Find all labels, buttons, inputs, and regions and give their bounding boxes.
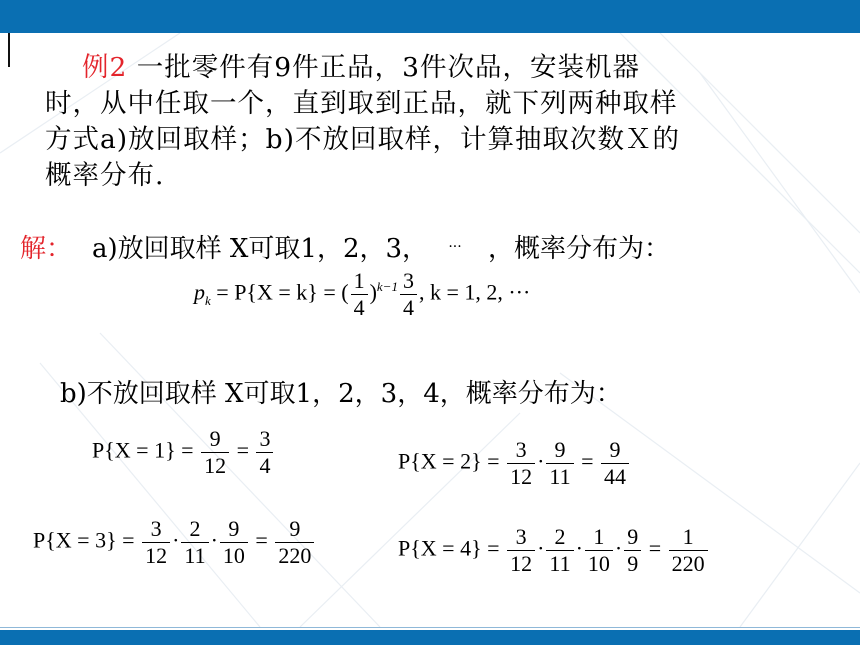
frac-den: 4	[351, 294, 368, 321]
p3-frac-4	[275, 516, 314, 569]
p4-frac-3	[585, 524, 613, 577]
example-label: 例2	[82, 52, 128, 83]
p3-frac-1	[142, 516, 170, 569]
problem-line-2: 时，从中任取一个，直到取到正品，就下列两种取样	[45, 88, 678, 119]
formula-a-lhs: p	[194, 279, 205, 305]
frac-den: 220	[275, 542, 314, 569]
frac-den: 4	[256, 452, 273, 479]
formula-a-exp: k−1	[376, 279, 398, 295]
frac-den: 11	[181, 542, 208, 569]
p1-frac-2	[256, 426, 273, 479]
bottom-divider	[0, 627, 860, 628]
p2-lhs: P{X = 2} =	[398, 448, 500, 474]
problem-statement	[45, 50, 835, 194]
problem-line-3: 方式a)放回取样；b)不放回取样，计算抽取次数Ｘ的	[45, 124, 680, 155]
p2-frac-2	[546, 437, 573, 490]
p3-frac-3	[220, 516, 248, 569]
frac-den: 11	[546, 550, 573, 577]
solution-label-row	[20, 228, 72, 265]
frac-num: 3	[259, 426, 271, 451]
frac-num: 2	[554, 524, 566, 549]
p4-frac-1	[507, 524, 535, 577]
formula-a-range: , k = 1, 2, ···	[418, 279, 531, 305]
p3-lhs: P{X = 3} =	[33, 527, 135, 553]
problem-line-4: 概率分布.	[45, 160, 165, 191]
frac-num: 2	[189, 516, 201, 541]
part-a-statement	[92, 228, 670, 265]
frac-num: 1	[682, 524, 694, 549]
part-a-ellipsis: ···	[448, 239, 462, 255]
p3-frac-2	[181, 516, 208, 569]
part-b-statement: b)不放回取样 X可取1，2，3，4，概率分布为：	[60, 379, 622, 409]
frac-den: 10	[220, 542, 248, 569]
p1-frac-1	[201, 426, 229, 479]
frac-den: 12	[507, 550, 535, 577]
frac-num: 9	[554, 437, 566, 462]
frac-num: 3	[150, 516, 162, 541]
formula-p3: P{X = 3} = $\frac{3}{12}$ · $\frac{2}{11}$ · $\frac{9}{10}$ = $\frac{9}{220}$	[33, 516, 316, 569]
p4-lhs: P{X = 4} =	[398, 535, 500, 561]
formula-p2: P{X = 2} = $\frac{3}{12}$ · $\frac{9}{11}$ = $\frac{9}{44}$	[398, 437, 631, 490]
p2-frac-1	[507, 437, 535, 490]
problem-line-1: 一批零件有9件正品，3件次品，安装机器	[127, 52, 641, 83]
p2-frac-3	[601, 437, 629, 490]
frac-num: 1	[593, 524, 605, 549]
p1-lhs: P{X = 1} =	[92, 437, 194, 463]
p4-frac-5	[669, 524, 708, 577]
frac-num: 1	[353, 268, 365, 293]
formula-a-frac-2	[400, 268, 417, 321]
frac-num: 9	[609, 437, 621, 462]
top-bar	[0, 0, 860, 33]
bottom-bar	[0, 630, 860, 645]
frac-num: 9	[627, 524, 639, 549]
formula-a-frac-1	[351, 268, 368, 321]
part-a-tail: ，概率分布为：	[487, 234, 670, 264]
frac-num: 3	[402, 268, 414, 293]
frac-den: 12	[507, 463, 535, 490]
p4-frac-2	[546, 524, 573, 577]
frac-num: 9	[228, 516, 240, 541]
frac-den: 12	[142, 542, 170, 569]
formula-p4: P{X = 4} = $\frac{3}{12}$ · $\frac{2}{11}$ · $\frac{1}{10}$ · $\frac{9}{9}$ = $\frac{1}{220}$	[398, 524, 710, 577]
frac-den: 9	[624, 550, 641, 577]
frac-num: 3	[515, 437, 527, 462]
frac-den: 44	[601, 463, 629, 490]
frac-num: 9	[289, 516, 301, 541]
part-a-text: a)放回取样 X可取1，2，3，	[92, 234, 429, 264]
frac-den: 4	[400, 294, 417, 321]
p4-frac-4	[624, 524, 641, 577]
frac-den: 12	[201, 452, 229, 479]
frac-den: 220	[669, 550, 708, 577]
frac-num: 9	[209, 426, 221, 451]
formula-a-sub: k	[205, 292, 211, 308]
frac-den: 10	[585, 550, 613, 577]
solution-label: 解：	[20, 234, 73, 264]
formula-a: $p_k = P\{X = k\}$ = ( $\frac{1}{4}$ )$^{k-1}$ $\frac{3}{4}$ , k = 1, 2, ···	[194, 268, 531, 320]
formula-p1: P{X = 1} = $\frac{9}{12}$ = $\frac{3}{4}$	[92, 426, 275, 479]
frac-num: 3	[515, 524, 527, 549]
frac-den: 11	[546, 463, 573, 490]
formula-a-mid: = P{X = k} = (	[210, 279, 349, 305]
